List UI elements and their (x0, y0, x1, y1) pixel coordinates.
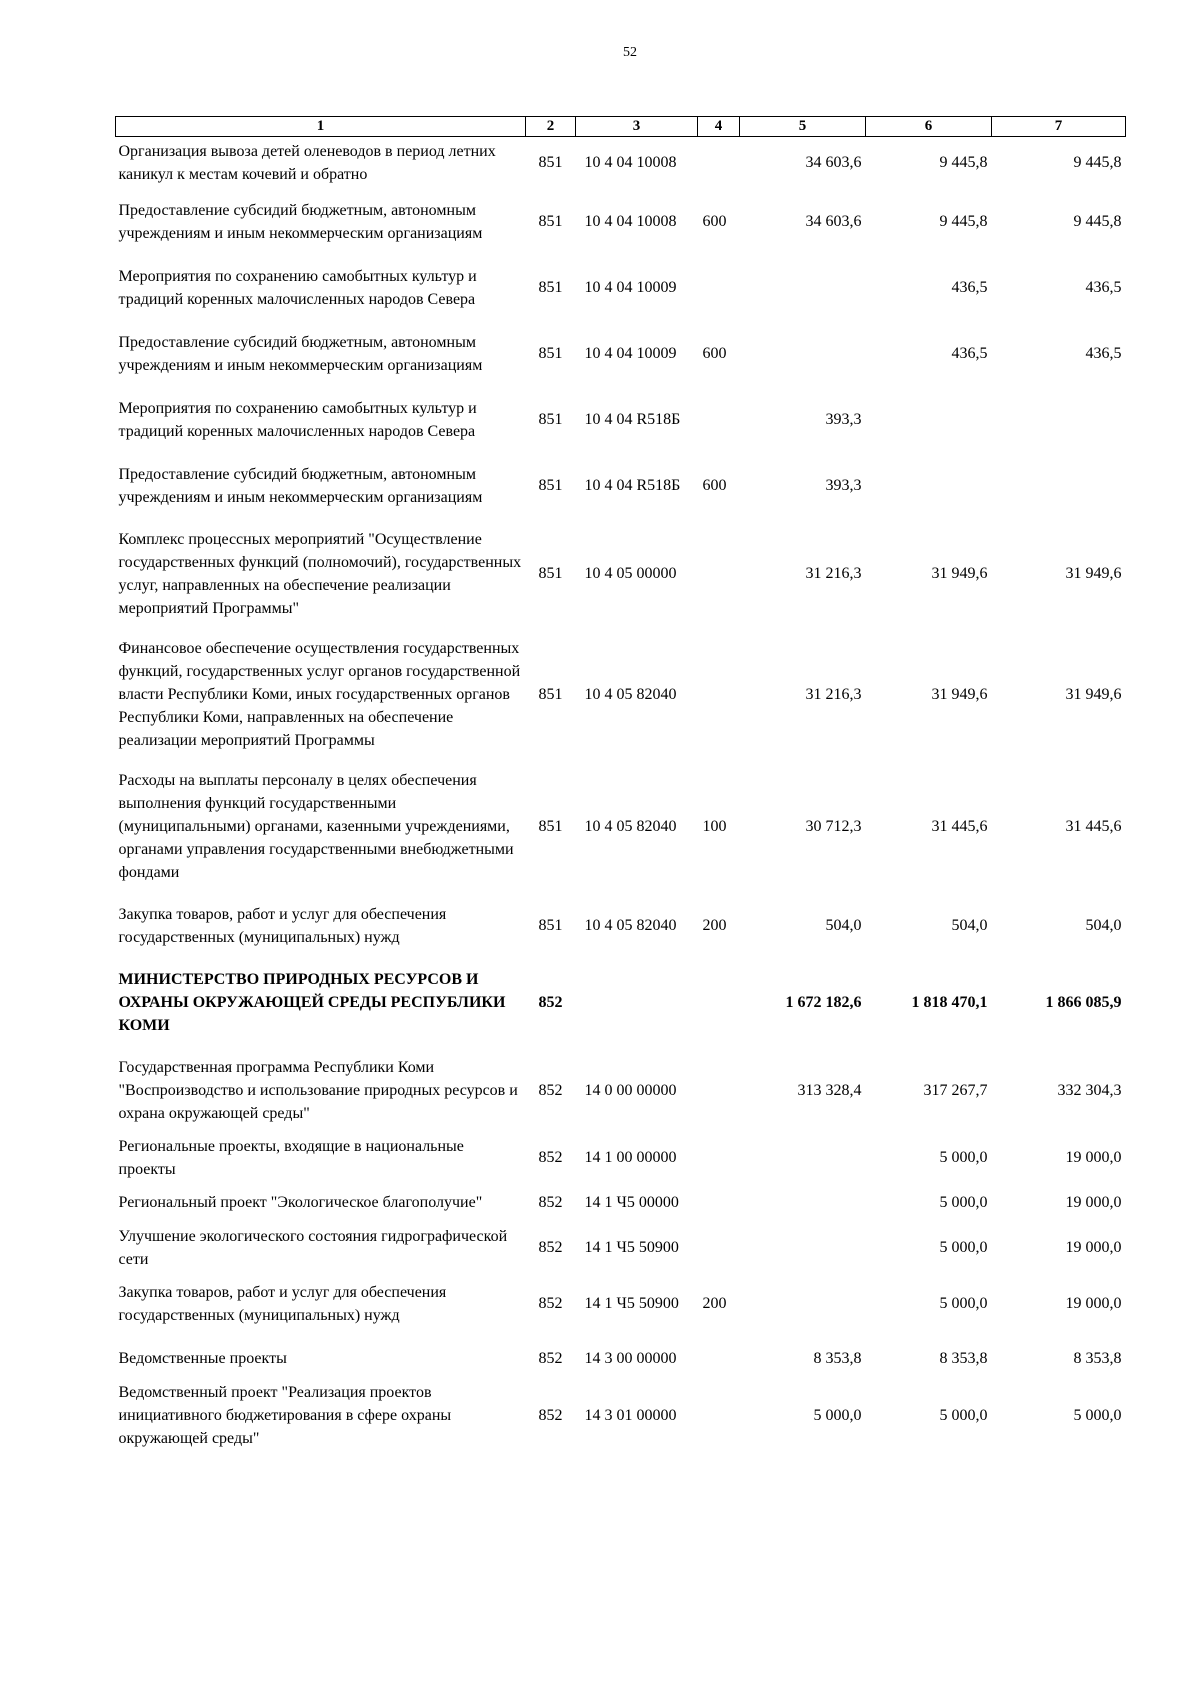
row-name: Предоставление субсидий бюджетным, автономным учреждениям и иным некоммерческим организациям (118, 333, 483, 374)
row-name: Предоставление субсидий бюджетным, автономным учреждениям и иным некоммерческим организациям (118, 465, 483, 506)
row-target-code: 10 4 05 82040 (584, 917, 677, 934)
row-target-code (576, 959, 698, 1047)
row-amount-col7: 19 000,0 (1065, 1295, 1122, 1312)
row-admin-code: 851 (538, 565, 563, 582)
row-target-code: 14 1 Ч5 50900 (584, 1239, 679, 1256)
row-name: Улучшение экологического состояния гидрографической сети (118, 1227, 508, 1268)
row-amount-col6: 31 949,6 (931, 565, 988, 582)
row-amount-col5: 393,3 (825, 477, 862, 494)
row-amount-col7 (992, 453, 1126, 519)
row-admin-code: 852 (538, 994, 563, 1011)
row-amount-col5 (740, 1135, 866, 1181)
table-row (116, 1047, 1126, 1135)
row-amount-col6: 31 949,6 (931, 686, 988, 703)
row-name: МИНИСТЕРСТВО ПРИРОДНЫХ РЕСУРСОВ И ОХРАНЫ ОКРУЖАЮЩЕЙ СРЕДЫ РЕСПУБЛИКИ КОМИ (118, 971, 506, 1034)
row-amount-col5: 1 672 182,6 (785, 994, 862, 1011)
row-name: Закупка товаров, работ и услуг для обеспечения государственных (муниципальных) нужд (118, 1283, 447, 1324)
row-expense-type (698, 519, 740, 629)
row-amount-col6: 317 267,7 (923, 1082, 988, 1099)
row-amount-col5: 8 353,8 (813, 1350, 862, 1367)
row-name: Организация вывоза детей оленеводов в период летних каникул к местам кочевий и обратно (118, 142, 496, 183)
row-expense-type: 200 (702, 917, 727, 934)
row-amount-col5: 5 000,0 (813, 1406, 862, 1424)
row-amount-col7: 5 000,0 (1073, 1406, 1122, 1424)
row-amount-col7: 31 949,6 (1065, 686, 1122, 703)
row-name: Закупка товаров, работ и услуг для обеспечения государственных (муниципальных) нужд (118, 905, 447, 946)
row-name: Региональные проекты, входящие в национальные проекты (118, 1137, 464, 1178)
table-row (116, 1337, 1126, 1381)
row-admin-code: 852 (538, 1149, 563, 1166)
row-amount-col7: 19 000,0 (1065, 1194, 1122, 1211)
row-admin-code: 852 (538, 1082, 563, 1099)
table-row (116, 1225, 1126, 1271)
row-amount-col6: 504,0 (951, 917, 988, 934)
row-target-code: 14 1 Ч5 00000 (584, 1194, 679, 1211)
row-name: Мероприятия по сохранению самобытных культур и традиций коренных малочисленных народов Севера (118, 399, 477, 440)
row-expense-type (698, 1225, 740, 1271)
row-amount-col6: 436,5 (951, 279, 988, 296)
row-amount-col7: 19 000,0 (1065, 1149, 1122, 1166)
row-amount-col5: 393,3 (825, 411, 862, 428)
header-col-7: 7 (992, 117, 1126, 137)
row-expense-type (698, 1181, 740, 1225)
row-expense-type (698, 959, 740, 1047)
row-target-code: 14 3 00 00000 (584, 1350, 677, 1367)
row-name: Финансовое обеспечение осуществления государственных функций, государственных услуг органов государственной власти Республики Коми, иных государственных органов Республики Коми, направленных на обеспечение реализации мероприятий Программы (118, 640, 521, 749)
row-amount-col5 (740, 1225, 866, 1271)
row-amount-col5 (740, 321, 866, 387)
row-name: Расходы на выплаты персоналу в целях обеспечения выполнения функций государственными (муниципальными) органами, казенными учреждениями, органами управления государственными внебюджетными фондами (118, 772, 514, 881)
row-amount-col6: 1 818 470,1 (911, 994, 988, 1011)
table-row (116, 189, 1126, 255)
row-amount-col6: 8 353,8 (939, 1350, 988, 1367)
row-amount-col5 (740, 1271, 866, 1337)
row-amount-col7: 31 949,6 (1065, 565, 1122, 582)
row-expense-type (698, 1135, 740, 1181)
row-amount-col6: 5 000,0 (939, 1406, 988, 1424)
header-col-3: 3 (576, 117, 698, 137)
row-admin-code: 851 (538, 917, 563, 934)
row-amount-col6 (866, 387, 992, 453)
row-amount-col5: 31 216,3 (805, 686, 862, 703)
row-expense-type (698, 387, 740, 453)
header-col-6: 6 (866, 117, 992, 137)
row-amount-col6: 9 445,8 (939, 154, 988, 172)
row-amount-col7: 9 445,8 (1073, 213, 1122, 230)
row-admin-code: 851 (538, 345, 563, 362)
row-amount-col6: 436,5 (951, 345, 988, 362)
row-amount-col6 (866, 453, 992, 519)
row-admin-code: 852 (538, 1350, 563, 1367)
header-col-2: 2 (526, 117, 576, 137)
table-row (116, 1271, 1126, 1337)
row-admin-code: 852 (538, 1239, 563, 1256)
table-row (116, 387, 1126, 453)
row-target-code: 10 4 04 R518Б (584, 411, 681, 428)
row-admin-code: 851 (538, 686, 563, 703)
row-amount-col5: 30 712,3 (805, 818, 862, 835)
row-admin-code: 851 (538, 411, 563, 428)
row-amount-col5 (740, 1181, 866, 1225)
row-admin-code: 851 (538, 818, 563, 835)
page-number: 52 (623, 45, 637, 60)
row-expense-type: 600 (702, 477, 727, 494)
row-amount-col5: 31 216,3 (805, 565, 862, 582)
header-col-1: 1 (116, 117, 526, 137)
table-row (116, 1181, 1126, 1225)
row-amount-col6: 5 000,0 (939, 1194, 988, 1211)
row-expense-type: 100 (702, 818, 727, 835)
row-expense-type (698, 255, 740, 321)
budget-table (115, 116, 1126, 1450)
row-amount-col7: 436,5 (1085, 345, 1122, 362)
table-row (116, 137, 1126, 189)
header-col-5: 5 (740, 117, 866, 137)
row-amount-col6: 31 445,6 (931, 818, 988, 835)
row-target-code: 10 4 04 10008 (584, 213, 677, 230)
row-amount-col5: 504,0 (825, 917, 862, 934)
row-target-code: 10 4 04 10009 (584, 345, 677, 362)
row-amount-col7: 504,0 (1085, 917, 1122, 934)
row-expense-type (698, 1381, 740, 1450)
row-amount-col6: 5 000,0 (939, 1295, 988, 1312)
header-row (116, 117, 1126, 137)
table-row (116, 629, 1126, 761)
row-amount-col7: 1 866 085,9 (1045, 994, 1122, 1011)
row-amount-col7: 8 353,8 (1073, 1350, 1122, 1367)
row-target-code: 10 4 05 82040 (584, 818, 677, 835)
row-amount-col6: 5 000,0 (939, 1149, 988, 1166)
table-row (116, 959, 1126, 1047)
row-admin-code: 851 (538, 154, 563, 172)
row-amount-col7: 332 304,3 (1057, 1082, 1122, 1099)
row-target-code: 10 4 04 10009 (584, 279, 677, 296)
row-target-code: 10 4 05 00000 (584, 565, 677, 582)
row-target-code: 14 3 01 00000 (584, 1406, 677, 1424)
row-amount-col5: 34 603,6 (805, 154, 862, 172)
row-expense-type (698, 629, 740, 761)
table-row (116, 453, 1126, 519)
table-row (116, 1135, 1126, 1181)
table-row (116, 321, 1126, 387)
row-expense-type (698, 137, 740, 189)
row-amount-col6: 9 445,8 (939, 213, 988, 230)
row-admin-code: 852 (538, 1194, 563, 1211)
table-row (116, 1381, 1126, 1450)
row-admin-code: 851 (538, 477, 563, 494)
table-row (116, 255, 1126, 321)
row-amount-col7: 9 445,8 (1073, 154, 1122, 172)
row-expense-type: 200 (702, 1295, 727, 1312)
row-admin-code: 852 (538, 1406, 563, 1424)
table-body (116, 137, 1126, 1450)
table-row (116, 519, 1126, 629)
row-name: Ведомственные проекты (118, 1350, 287, 1367)
header-col-4: 4 (698, 117, 740, 137)
row-name: Комплекс процессных мероприятий "Осуществление государственных функций (полномочий), государственных услуг, направленных на обеспечение реализации мероприятий Программы" (118, 530, 522, 617)
row-expense-type: 600 (702, 213, 727, 230)
row-name: Ведомственный проект "Реализация проектов инициативного бюджетирования в сфере охраны окружающей среды" (118, 1383, 452, 1447)
row-name: Предоставление субсидий бюджетным, автономным учреждениям и иным некоммерческим организациям (118, 201, 483, 242)
row-admin-code: 852 (538, 1295, 563, 1312)
row-target-code: 14 0 00 00000 (584, 1082, 677, 1099)
row-amount-col5 (740, 255, 866, 321)
row-amount-col5: 313 328,4 (797, 1082, 862, 1099)
row-amount-col6: 5 000,0 (939, 1239, 988, 1256)
row-name: Государственная программа Республики Коми "Воспроизводство и использование природных ресурсов и охрана окружающей среды" (118, 1059, 518, 1122)
table-row (116, 893, 1126, 959)
row-amount-col7: 19 000,0 (1065, 1239, 1122, 1256)
row-amount-col7: 31 445,6 (1065, 818, 1122, 835)
table-row (116, 761, 1126, 893)
row-target-code: 10 4 04 10008 (584, 154, 677, 172)
row-expense-type (698, 1337, 740, 1381)
row-expense-type (698, 1047, 740, 1135)
row-name: Мероприятия по сохранению самобытных культур и традиций коренных малочисленных народов Севера (118, 267, 477, 308)
row-target-code: 10 4 04 R518Б (584, 477, 681, 494)
row-amount-col7: 436,5 (1085, 279, 1122, 296)
row-amount-col7 (992, 387, 1126, 453)
row-target-code: 14 1 Ч5 50900 (584, 1295, 679, 1312)
row-admin-code: 851 (538, 279, 563, 296)
row-admin-code: 851 (538, 213, 563, 230)
row-target-code: 10 4 05 82040 (584, 686, 677, 703)
row-expense-type: 600 (702, 345, 727, 362)
row-target-code: 14 1 00 00000 (584, 1149, 677, 1166)
row-amount-col5: 34 603,6 (805, 213, 862, 230)
row-name: Региональный проект "Экологическое благополучие" (118, 1194, 483, 1211)
